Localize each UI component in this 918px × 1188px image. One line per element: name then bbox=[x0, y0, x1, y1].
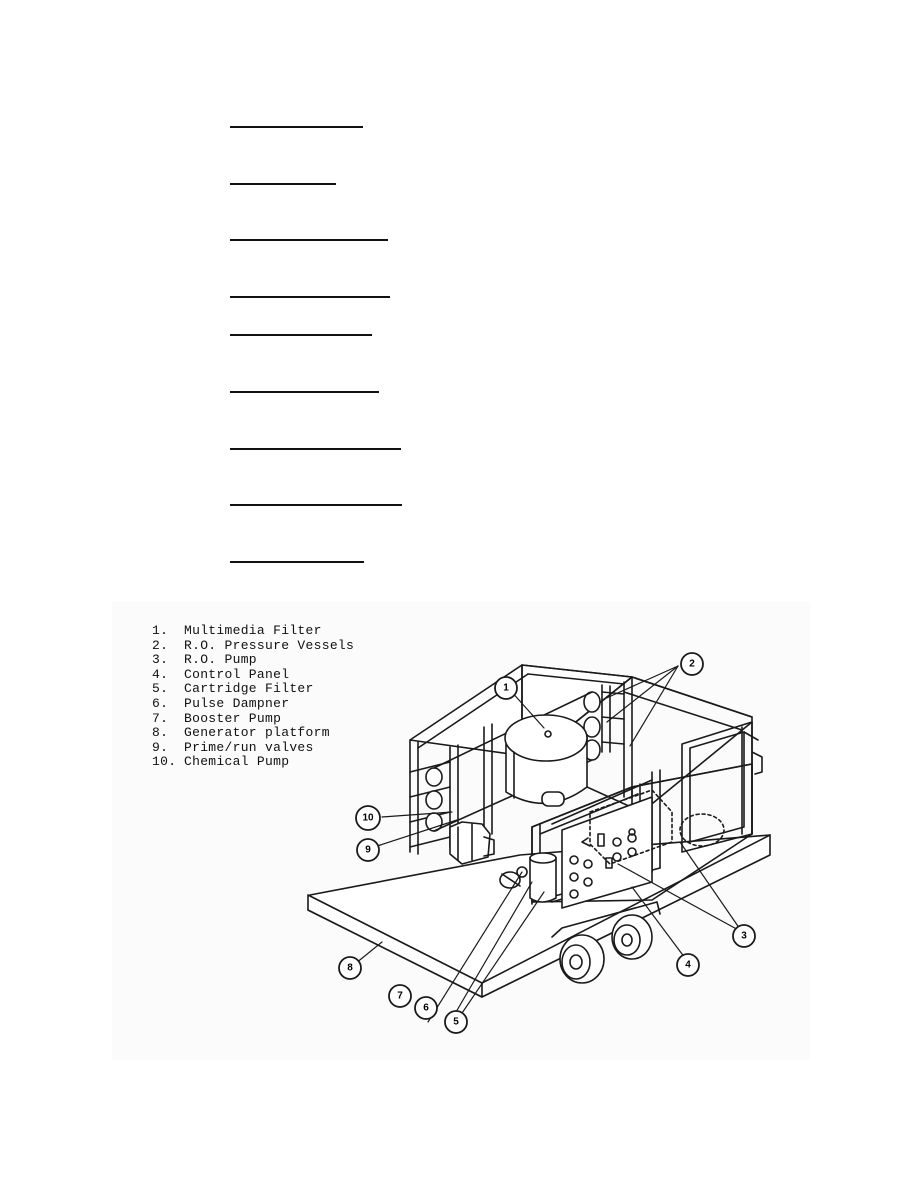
legend-number: 1. bbox=[152, 623, 169, 638]
callout-5 bbox=[445, 1011, 467, 1033]
callout-9 bbox=[357, 839, 379, 861]
trailer-drawing bbox=[112, 602, 810, 1060]
blank-line-9 bbox=[230, 561, 364, 563]
callout-label: 9 bbox=[365, 844, 371, 856]
legend-number: 9. bbox=[152, 739, 169, 755]
chemical-pump bbox=[450, 822, 494, 864]
callout-2 bbox=[681, 653, 703, 675]
callout-4 bbox=[677, 954, 699, 976]
callout-7 bbox=[389, 985, 411, 1007]
legend-number: 6. bbox=[152, 695, 169, 711]
right-enclosure bbox=[682, 722, 762, 852]
blank-line-4 bbox=[230, 296, 390, 298]
blank-line-3 bbox=[230, 239, 388, 241]
callout-8 bbox=[339, 957, 361, 979]
callout-label: 2 bbox=[689, 658, 695, 670]
legend-number: 4. bbox=[152, 666, 169, 682]
legend-label: R.O. Pump bbox=[184, 652, 257, 668]
blank-line-7 bbox=[230, 448, 401, 450]
legend-label: Generator platform bbox=[184, 725, 330, 741]
callout-label: 5 bbox=[453, 1016, 459, 1028]
legend-label: Prime/run valves bbox=[184, 739, 314, 755]
equipment-figure bbox=[112, 602, 810, 1060]
callout-label: 3 bbox=[741, 930, 747, 942]
legend-label: Multimedia Filter bbox=[184, 623, 322, 638]
blank-line-1 bbox=[230, 126, 363, 128]
legend-label: Chemical Pump bbox=[184, 754, 290, 770]
legend-label: Pulse Dampner bbox=[184, 695, 290, 711]
legend-number: 10. bbox=[152, 754, 177, 770]
legend-label: R.O. Pressure Vessels bbox=[184, 637, 355, 653]
blank-line-2 bbox=[230, 183, 336, 185]
legend-number: 5. bbox=[152, 681, 169, 697]
callout-3 bbox=[733, 925, 755, 947]
callout-label: 7 bbox=[397, 990, 403, 1002]
legend-number: 3. bbox=[152, 652, 169, 668]
blank-line-6 bbox=[230, 391, 379, 393]
cartridge-filter bbox=[530, 853, 556, 902]
callout-label: 8 bbox=[347, 962, 353, 974]
legend-number: 8. bbox=[152, 725, 169, 741]
multimedia-filter-tank bbox=[505, 715, 587, 806]
callout-label: 1 bbox=[503, 682, 509, 694]
legend-label: Booster Pump bbox=[184, 710, 282, 726]
blank-line-8 bbox=[230, 504, 402, 506]
blank-line-5 bbox=[230, 334, 372, 336]
callout-label: 6 bbox=[423, 1002, 429, 1014]
legend-number: 2. bbox=[152, 637, 169, 653]
callout-label: 4 bbox=[685, 959, 691, 971]
legend-label: Cartridge Filter bbox=[184, 681, 314, 697]
legend-number: 7. bbox=[152, 710, 169, 726]
callout-6 bbox=[415, 997, 437, 1019]
callout-1 bbox=[495, 677, 517, 699]
legend-label: Control Panel bbox=[184, 666, 290, 682]
callout-10 bbox=[356, 806, 380, 830]
callout-label: 10 bbox=[362, 812, 374, 824]
